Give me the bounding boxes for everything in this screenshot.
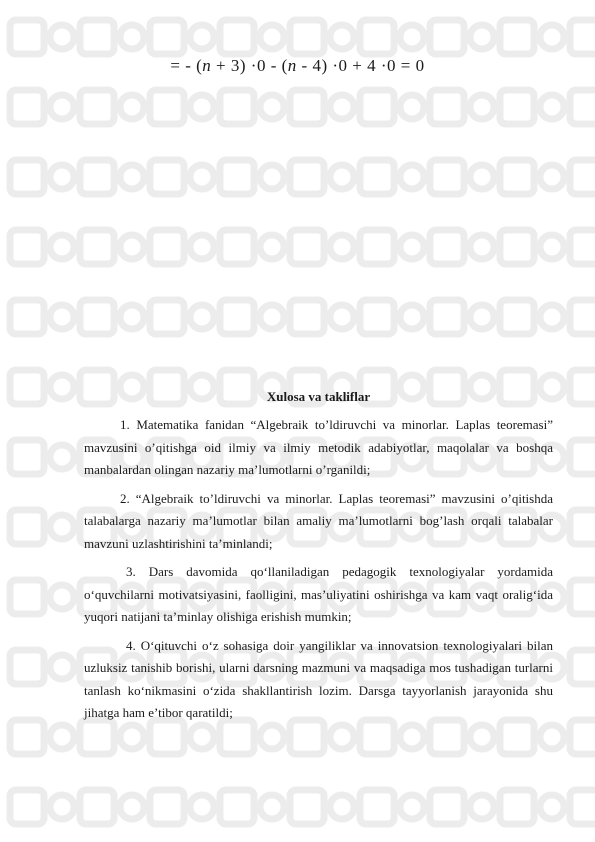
watermark-ring: [260, 795, 284, 819]
watermark-tile: [150, 20, 184, 54]
watermark-ring: [400, 165, 424, 189]
watermark-ring: [400, 235, 424, 259]
watermark-tile: [430, 300, 464, 334]
watermark-tile: [80, 20, 114, 54]
watermark-ring: [190, 95, 214, 119]
watermark-ring: [50, 795, 74, 819]
watermark-tile: [570, 720, 595, 754]
watermark-tile: [290, 90, 324, 124]
watermark-tile: [430, 160, 464, 194]
watermark-ring: [190, 305, 214, 329]
watermark-tile: [360, 20, 394, 54]
watermark-ring: [120, 165, 144, 189]
watermark-tile: [220, 230, 254, 264]
watermark-tile: [150, 90, 184, 124]
watermark-tile: [360, 300, 394, 334]
watermark-tile: [220, 160, 254, 194]
watermark-tile: [10, 230, 44, 264]
watermark-ring: [260, 165, 284, 189]
watermark-ring: [540, 235, 564, 259]
watermark-ring: [50, 375, 74, 399]
watermark-tile: [360, 230, 394, 264]
watermark-tile: [430, 20, 464, 54]
formula-var-n: n: [202, 56, 212, 75]
watermark-ring: [470, 95, 494, 119]
watermark-tile: [220, 790, 254, 824]
conclusion-section: [84, 388, 553, 731]
formula-part2: - 4) ·0 + 4 ·0 = 0: [296, 56, 425, 75]
watermark-tile: [80, 230, 114, 264]
watermark-ring: [540, 95, 564, 119]
watermark-tile: [570, 160, 595, 194]
watermark-tile: [150, 790, 184, 824]
watermark-tile: [10, 90, 44, 124]
watermark-ring: [50, 445, 74, 469]
watermark-tile: [10, 790, 44, 824]
watermark-tile: [570, 440, 595, 474]
watermark-ring: [540, 305, 564, 329]
paragraph-1: 1. Matematika fanidan “Algebraik to’ldiruvchi va minorlar. Laplas teoremasi” mavzusini o’qitishga oid ilmiy va ilmiy metodik adabiyotlar, maqolalar va boshqa manbalardan olingan nazariy ma’lumotlarni o’rganildi;: [84, 417, 553, 477]
watermark-tile: [10, 300, 44, 334]
watermark-tile: [360, 160, 394, 194]
watermark-tile: [150, 230, 184, 264]
watermark-tile: [570, 90, 595, 124]
watermark-ring: [190, 25, 214, 49]
watermark-tile: [500, 20, 534, 54]
watermark-ring: [50, 235, 74, 259]
watermark-tile: [10, 370, 44, 404]
watermark-tile: [150, 160, 184, 194]
watermark-ring: [540, 165, 564, 189]
watermark-ring: [50, 305, 74, 329]
watermark-tile: [10, 720, 44, 754]
watermark-tile: [290, 790, 324, 824]
watermark-ring: [120, 235, 144, 259]
watermark-ring: [50, 25, 74, 49]
watermark-tile: [360, 90, 394, 124]
watermark-ring: [260, 95, 284, 119]
watermark-tile: [290, 300, 324, 334]
watermark-ring: [540, 25, 564, 49]
watermark-ring: [120, 795, 144, 819]
formula-part1: + 3) ·0 - (: [211, 56, 288, 75]
watermark-tile: [290, 160, 324, 194]
watermark-ring: [470, 795, 494, 819]
watermark-tile: [150, 300, 184, 334]
watermark-ring: [470, 305, 494, 329]
watermark-ring: [50, 725, 74, 749]
watermark-tile: [430, 90, 464, 124]
watermark-ring: [540, 795, 564, 819]
formula-line: [0, 56, 595, 76]
watermark-ring: [330, 95, 354, 119]
watermark-tile: [500, 790, 534, 824]
watermark-tile: [10, 580, 44, 614]
watermark-ring: [50, 515, 74, 539]
watermark-ring: [470, 235, 494, 259]
watermark-ring: [190, 795, 214, 819]
watermark-ring: [120, 25, 144, 49]
watermark-ring: [120, 305, 144, 329]
watermark-tile: [10, 160, 44, 194]
watermark-tile: [290, 230, 324, 264]
watermark-tile: [500, 230, 534, 264]
watermark-ring: [470, 25, 494, 49]
watermark-tile: [500, 300, 534, 334]
watermark-ring: [50, 655, 74, 679]
watermark-tile: [570, 370, 595, 404]
watermark-tile: [360, 790, 394, 824]
watermark-tile: [80, 790, 114, 824]
watermark-tile: [570, 510, 595, 544]
watermark-ring: [260, 25, 284, 49]
watermark-ring: [260, 235, 284, 259]
watermark-tile: [10, 650, 44, 684]
watermark-ring: [330, 165, 354, 189]
watermark-ring: [50, 585, 74, 609]
watermark-ring: [190, 235, 214, 259]
watermark-ring: [330, 235, 354, 259]
watermark-tile: [570, 650, 595, 684]
watermark-tile: [220, 90, 254, 124]
watermark-tile: [570, 230, 595, 264]
watermark-tile: [10, 510, 44, 544]
section-title: Xulosa va takliflar: [266, 389, 371, 404]
watermark-ring: [400, 95, 424, 119]
paragraph-3: 3. Dars davomida qo‘llaniladigan pedagogik texnologiyalar yordamida o‘quvchilarni motivatsiyasini, faolligini, mas’uliyatini oshirishga va kam vaqt oralig‘ida yuqori natijani ta’minlay olishiga erishish mumkin;: [84, 564, 553, 624]
watermark-tile: [10, 440, 44, 474]
watermark-ring: [400, 25, 424, 49]
watermark-tile: [80, 90, 114, 124]
watermark-tile: [10, 20, 44, 54]
watermark-tile: [220, 300, 254, 334]
watermark-ring: [260, 305, 284, 329]
paragraph-2: 2. “Algebraik to’ldiruvchi va minorlar. Laplas teoremasi” mavzusini o’qitishda talabalarga nazariy ma’lumotlar bilan amaliy ma’lumotlarni bog’lash orqali talabalar mavzuni uzlashtirishini ta’minlandi;: [84, 490, 553, 551]
watermark-ring: [50, 165, 74, 189]
watermark-tile: [500, 160, 534, 194]
watermark-ring: [330, 25, 354, 49]
watermark-tile: [570, 300, 595, 334]
watermark-ring: [400, 305, 424, 329]
watermark-ring: [120, 95, 144, 119]
watermark-tile: [80, 300, 114, 334]
watermark-tile: [570, 790, 595, 824]
paragraph-4: 4. O‘qituvchi o‘z sohasiga doir yangiliklar va innovatsion texnologiyalari bilan uzluksiz tanishib borishi, ularni darsning mazmuni va maqsadiga mos tushadigan turlarni tanlash ko‘nikmasini o‘zida shakllantirish lozim. Darsga tayyorlanish jarayonida shu jihatga ham e’tibor qaratildi;: [84, 637, 553, 720]
watermark-tile: [430, 230, 464, 264]
watermark-tile: [80, 160, 114, 194]
watermark-ring: [330, 795, 354, 819]
watermark-ring: [400, 795, 424, 819]
watermark-tile: [430, 790, 464, 824]
watermark-ring: [50, 95, 74, 119]
watermark-tile: [220, 20, 254, 54]
watermark-ring: [190, 165, 214, 189]
watermark-ring: [330, 305, 354, 329]
watermark-tile: [500, 90, 534, 124]
formula-eq: = - (: [170, 56, 203, 75]
watermark-tile: [290, 20, 324, 54]
watermark-tile: [570, 580, 595, 614]
watermark-ring: [470, 165, 494, 189]
watermark-tile: [570, 20, 595, 54]
formula-var-n: n: [287, 56, 297, 75]
